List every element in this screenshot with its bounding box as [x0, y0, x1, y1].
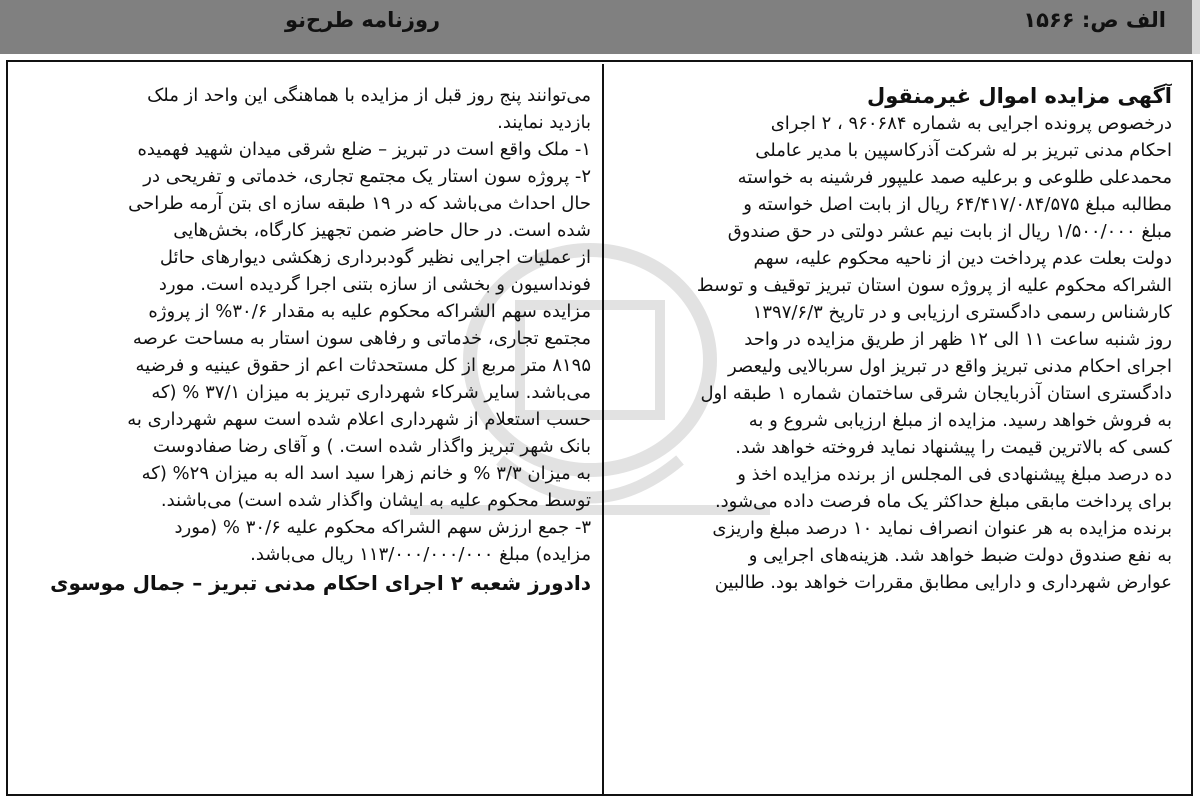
notice-line: فونداسیون و بخشی از سازه بتنی اجرا گردیده است. مورد [158, 274, 591, 295]
right-column-text [620, 110, 1172, 596]
notice-line: شده است. در حال حاضر ضمن تجهیز کارگاه، بخش‌هایی [173, 220, 591, 241]
notice-line: به نفع صندوق دولت ضبط خواهد شد. هزینه‌های اجرایی و [748, 545, 1172, 566]
column-divider [602, 64, 604, 794]
notice-line: کارشناس رسمی دادگستری ارزیابی و در تاریخ ۱۳۹۷/۶/۳ [752, 302, 1172, 323]
notice-line: مزایده سهم الشراکه محکوم علیه به مقدار ۳۰/۶% از پروژه [148, 301, 591, 322]
notice-line: کسی که بالاترین قیمت را پیشنهاد نماید فروخته خواهد شد. [735, 437, 1172, 458]
page-number-label: الف ص: ۱۵۶۶ [1023, 8, 1166, 32]
notice-line: بازدید نمایند. [497, 112, 591, 133]
notice-line: به میزان ۳/۳ % و خانم زهرا سید اسد اله به میزان ۲۹% (که [141, 463, 591, 484]
notice-line: احکام مدنی تبریز بر له شرکت آذرکاسپین با مدیر عاملی [755, 140, 1172, 161]
notice-line: محمدعلی طلوعی و برعلیه صمد علیپور فرشینه به خواسته [737, 167, 1172, 188]
notice-line: ۳- جمع ارزش سهم الشراکه محکوم علیه ۳۰/۶ % (مورد [174, 517, 591, 538]
notice-line: از عملیات اجرایی نظیر گودبرداری زهکشی دیوارهای حائل [159, 247, 591, 268]
notice-signature: دادورز شعبه ۲ اجرای احکام مدنی تبریز – جمال موسوی [50, 571, 591, 595]
notice-line: مبلغ ۱/۵۰۰/۰۰۰ ریال از بابت نیم عشر دولتی در حق صندوق [727, 221, 1172, 242]
notice-line: به فروش خواهد رسید. مزایده از مبلغ ارزیابی شروع و به [748, 410, 1172, 431]
notice-line: ۱- ملک واقع است در تبریز – ضلع شرقی میدان شهید فهمیده [137, 139, 591, 160]
notice-line: مطالبه مبلغ ۶۴/۴۱۷/۰۸۴/۵۷۵ ریال از بابت اصل خواسته و [743, 194, 1172, 215]
notice-line: ۲- پروژه سون استار یک مجتمع تجاری، خدماتی و تفریحی در [143, 166, 591, 187]
notice-line: می‌باشد. سایر شرکاء شهرداری تبریز به میزان ۳۷/۱ % (که [151, 382, 591, 403]
notice-line: روز شنبه ساعت ۱۱ الی ۱۲ ظهر از طریق مزایده در واحد [744, 329, 1172, 350]
notice-line: درخصوص پرونده اجرایی به شماره ۹۶۰۶۸۴ ، ۲ اجرای [770, 113, 1172, 134]
header-accent [1192, 0, 1200, 54]
notice-line: مزایده) مبلغ ۱۱۳/۰۰۰/۰۰۰/۰۰۰ ریال می‌باشد. [250, 544, 591, 565]
notice-line: حال احداث می‌باشد که در ۱۹ طبقه سازه ای بتن آرمه طراحی [128, 193, 591, 214]
left-column-text [35, 82, 591, 568]
notice-line: الشراکه محکوم علیه از پروژه سون استان تبریز توقیف و توسط [696, 275, 1172, 296]
notice-line: دولت بعلت عدم پرداخت دین از ناحیه محکوم علیه، سهم [753, 248, 1172, 269]
notice-left-column [35, 82, 591, 792]
notice-line: دادگستری استان آذربایجان شرقی ساختمان شماره ۱ طبقه اول [700, 383, 1172, 404]
notice-line: توسط محکوم علیه به ایشان واگذار شده است) می‌باشند. [160, 490, 591, 511]
notice-line: حسب استعلام از شهرداری اعلام شده است سهم شهرداری به [127, 409, 591, 430]
notice-line: برنده مزایده به هر عنوان انصراف نماید ۱۰ درصد مبلغ واریزی [712, 518, 1172, 539]
notice-line: می‌توانند پنج روز قبل از مزایده با هماهنگی این واحد از ملک [147, 85, 591, 106]
notice-line: اجرای احکام مدنی تبریز واقع در تبریز اول سربالایی ولیعصر [727, 356, 1172, 377]
notice-right-column [620, 82, 1172, 792]
notice-line: بانک شهر تبریز واگذار شده است. ) و آقای رضا صفادوست [153, 436, 591, 457]
notice-title: آگهی مزایده اموال غیرمنقول [867, 84, 1172, 108]
notice-line: برای پرداخت مابقی مبلغ حداکثر یک ماه فرصت داده می‌شود. [714, 491, 1172, 512]
newspaper-name: روزنامه طرح‌نو [285, 8, 441, 32]
notice-line: ده درصد مبلغ پیشنهادی فی المجلس از برنده مزایده اخذ و [737, 464, 1172, 485]
notice-line: ۸۱۹۵ متر مربع از کل مستحدثات اعم از حقوق عینیه و فرضیه [135, 355, 591, 376]
notice-line: عوارض شهرداری و دارایی مطابق مقررات خواهد بود. طالبین [714, 572, 1172, 593]
notice-line: مجتمع تجاری، خدماتی و رفاهی سون استار به مساحت عرصه [132, 328, 591, 349]
page-header-bar [0, 0, 1200, 54]
